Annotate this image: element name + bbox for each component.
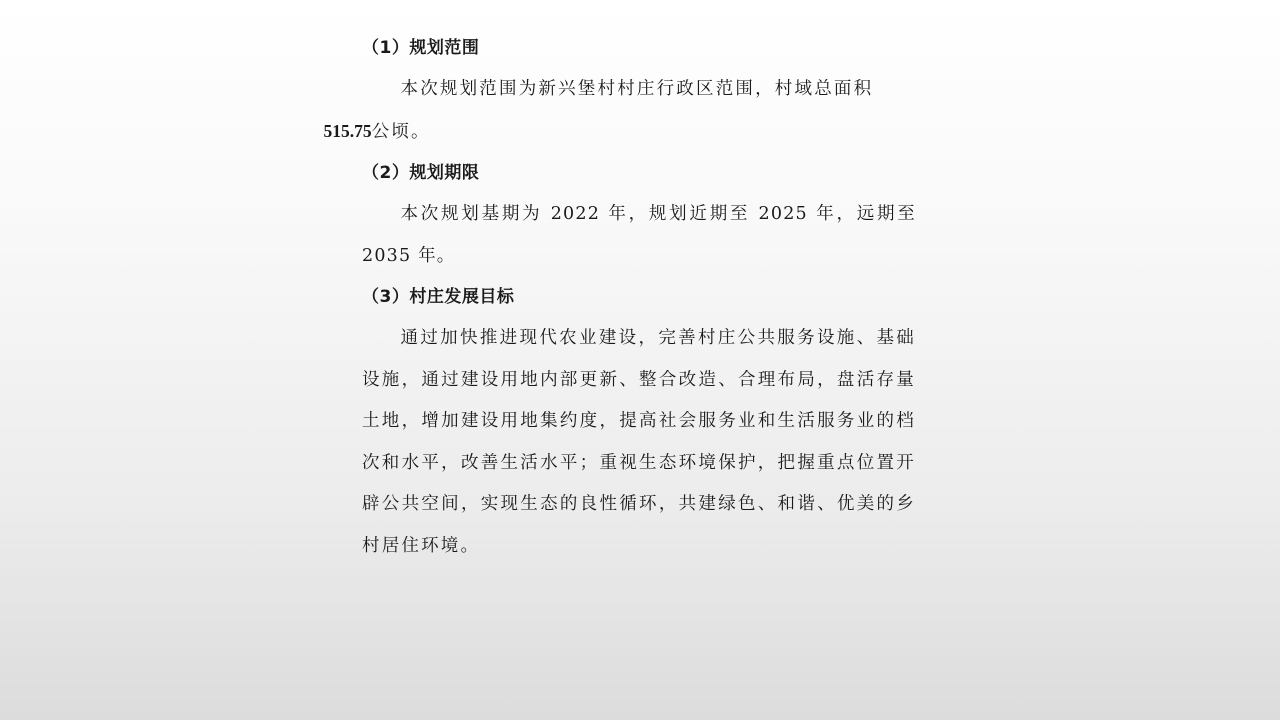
paragraph-planning-scope-text: 本次规划范围为新兴堡村村庄行政区范围，村域总面积 <box>400 79 874 99</box>
paragraph-development-goals: 通过加快推进现代农业建设，完善村庄公共服务设施、基础设施，通过建设用地内部更新、整合改造、合理布局，盘活存量土地，增加建设用地集约度，提高社会服务业和生活服务业的档次和水平，改善生活水平；重视生态环境保护，把握重点位置开辟公共空间，实现生态的良性循环，共建绿色、和谐、优美的乡村居住环境。 <box>362 328 916 556</box>
section-heading-planning-period: （2）规划期限 <box>362 163 480 183</box>
paragraph-planning-scope <box>323 69 916 153</box>
area-unit: 公顷。 <box>371 121 431 142</box>
area-value: 515.75 <box>323 120 372 141</box>
paragraph-planning-period: 本次规划基期为 2022 年，规划近期至 2025 年，远期至 2035 年。 <box>362 204 916 266</box>
section-heading-planning-scope: （1）规划范围 <box>362 38 480 58</box>
section-heading-development-goals: （3）村庄发展目标 <box>362 287 515 307</box>
document-page <box>323 28 916 567</box>
